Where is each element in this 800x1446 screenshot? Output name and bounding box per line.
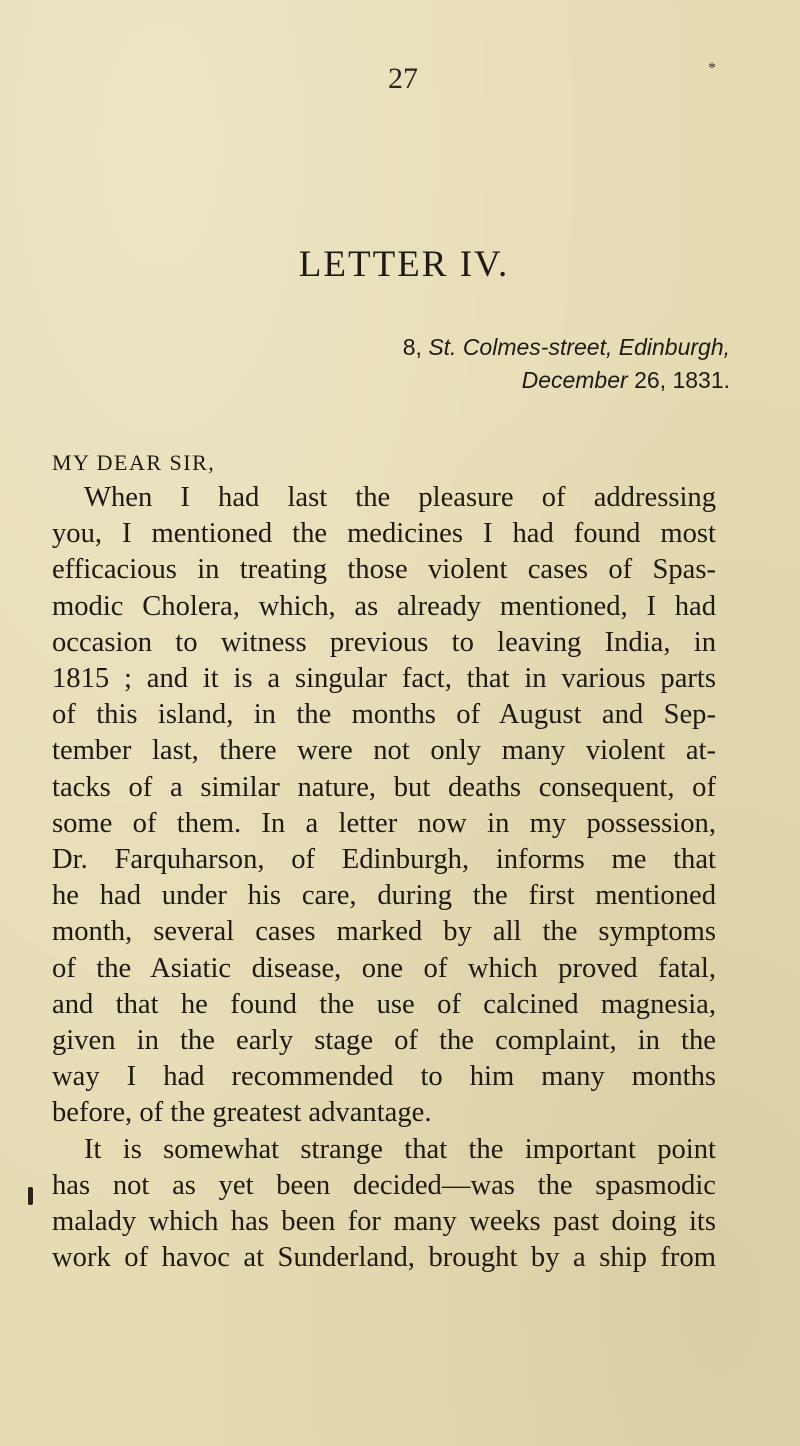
body-line: efficacious in treating those violent cases of Spas- xyxy=(52,554,716,586)
body-line: work of havoc at Sunderland, brought by a ship from xyxy=(52,1242,716,1274)
address-line-1 xyxy=(0,331,730,364)
body-line: given in the early stage of the complaint, in the xyxy=(52,1025,716,1057)
body-line: malady which has been for many weeks past doing its xyxy=(52,1206,716,1238)
salutation: MY DEAR SIR, xyxy=(52,450,216,475)
letter-address xyxy=(0,331,730,397)
body-line: tacks of a similar nature, but deaths consequent, of xyxy=(52,771,716,803)
body-line: and that he found the use of calcined magnesia, xyxy=(52,988,716,1020)
body-line: of this island, in the months of August and Sep- xyxy=(52,699,716,731)
body-line: tember last, there were not only many violent at- xyxy=(52,735,716,767)
page-mark: * xyxy=(708,60,716,77)
body-line: before, of the greatest advantage. xyxy=(52,1097,432,1129)
margin-mark xyxy=(28,1187,33,1205)
body-line: some of them. In a letter now in my possession, xyxy=(52,807,716,839)
letter-title: LETTER IV. xyxy=(298,244,510,285)
body-line: you, I mentioned the medicines I had found most xyxy=(52,518,716,550)
body-line: 1815 ; and it is a singular fact, that in various parts xyxy=(52,663,716,695)
body-line: Dr. Farquharson, of Edinburgh, informs me that xyxy=(52,844,716,876)
body-line: way I had recommended to him many months xyxy=(52,1061,716,1093)
body-line: month, several cases marked by all the symptoms xyxy=(52,916,716,948)
body-line: When I had last the pleasure of addressing xyxy=(84,482,716,513)
body-line: of the Asiatic disease, one of which proved fatal, xyxy=(52,952,716,984)
address-date: 26, 1831. xyxy=(627,367,730,393)
body-line: occasion to witness previous to leaving India, in xyxy=(52,626,716,658)
address-month: December xyxy=(521,367,628,393)
body-line: has not as yet been decided—was the spasmodic xyxy=(52,1169,716,1201)
body-line: modic Cholera, which, as already mentioned, I had xyxy=(52,590,716,622)
address-number: 8, xyxy=(402,334,429,360)
body-line: It is somewhat strange that the important point xyxy=(84,1133,716,1165)
page-number: 27 xyxy=(388,62,418,95)
address-line-2 xyxy=(0,364,730,397)
address-street: St. Colmes-street, Edinburgh, xyxy=(428,334,730,360)
body-line: he had under his care, during the first mentioned xyxy=(52,880,716,912)
letter-body xyxy=(52,480,716,1276)
